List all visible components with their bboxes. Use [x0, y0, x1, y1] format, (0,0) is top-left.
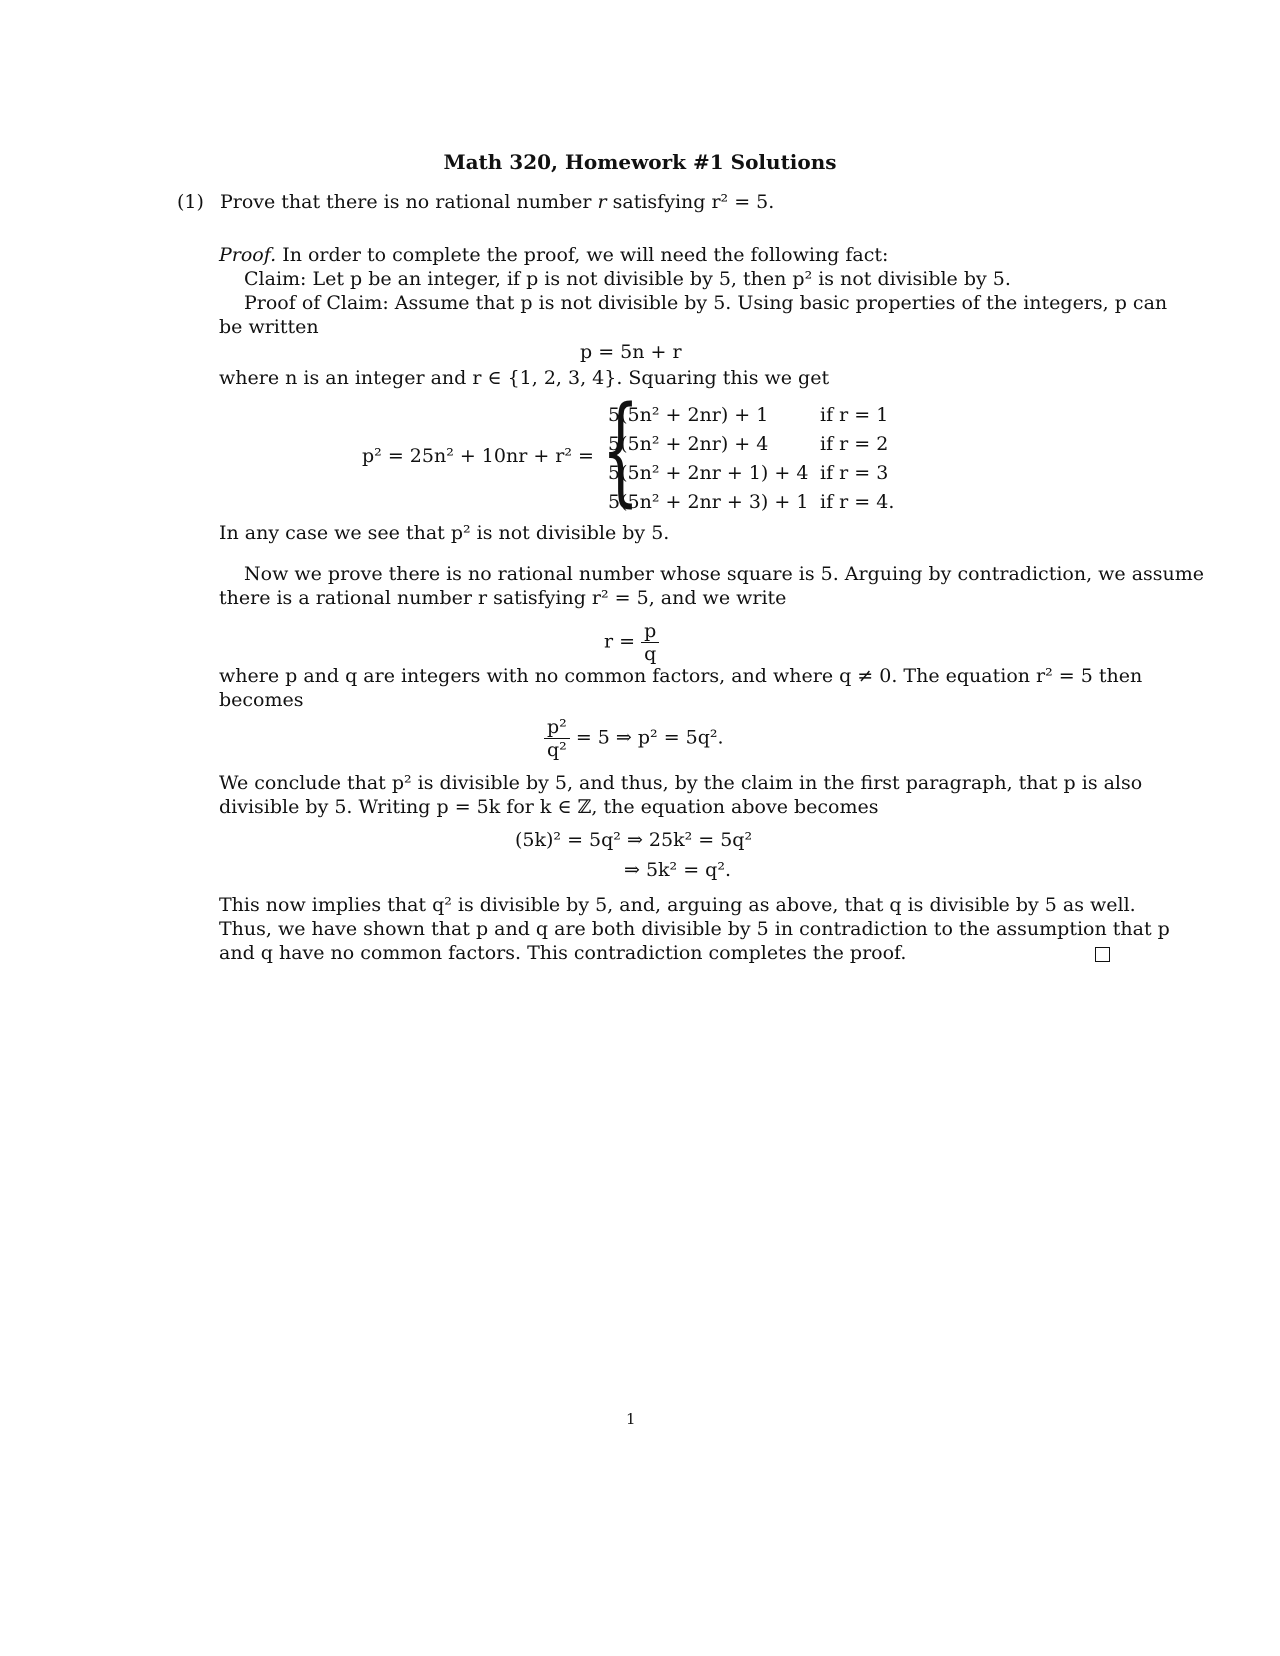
- case-expr: 5(5n² + 2nr) + 4: [608, 432, 769, 455]
- proof-intro: In order to complete the proof, we will need the following fact:: [282, 244, 889, 266]
- conclude-line1: We conclude that p² is divisible by 5, and thus, by the claim in the first paragraph, that p is also: [219, 772, 1143, 794]
- any-case-line: In any case we see that p² is not divisible by 5.: [219, 522, 670, 544]
- page-number: 1: [626, 1410, 636, 1428]
- left-brace: {: [601, 380, 640, 518]
- final-line1: This now implies that q² is divisible by 5, and, arguing as above, that q is divisible by 5 as well.: [219, 894, 1136, 916]
- fraction-p2-over-q2: [544, 716, 570, 761]
- equation-5k-line1: (5k)² = 5q² ⇒ 25k² = 5q²: [515, 829, 753, 851]
- equation-5k-line2: ⇒ 5k² = q².: [624, 859, 731, 881]
- equation-p-decomposition: p = 5n + r: [580, 341, 682, 363]
- where-p-q-line1: where p and q are integers with no common factors, and where q ≠ 0. The equation r² = 5 then: [219, 665, 1143, 687]
- eq3-lhs: r =: [604, 630, 636, 653]
- case-row: [608, 429, 894, 458]
- claim-proof-line2: be written: [219, 316, 319, 338]
- denominator: q: [644, 643, 657, 665]
- fraction-p-over-q: [641, 620, 659, 665]
- case-cond: if r = 3: [820, 461, 889, 484]
- equation-p2-over-q2: [544, 716, 724, 761]
- cases-table: [608, 400, 894, 516]
- problem-statement: [177, 190, 774, 215]
- case-expr: 5(5n² + 2nr + 3) + 1: [608, 490, 809, 513]
- proof-label: Proof.: [219, 244, 277, 266]
- final-line3: and q have no common factors. This contradiction completes the proof.: [219, 942, 907, 964]
- problem-var: r: [597, 191, 607, 213]
- paragraph2-line1: Now we prove there is no rational number whose square is 5. Arguing by contradiction, we assume: [244, 563, 1205, 585]
- proof-intro-line: [219, 243, 888, 268]
- case-expr: 5(5n² + 2nr + 1) + 4: [608, 461, 809, 484]
- problem-text-a: Prove that there is no rational number: [219, 191, 598, 213]
- case-row: [608, 400, 894, 429]
- problem-text-b: satisfying: [606, 191, 712, 213]
- where-n-line: where n is an integer and r ∈ {1, 2, 3, 4}. Squaring this we get: [219, 367, 830, 389]
- equation-p-squared-lhs: p² = 25n² + 10nr + r² =: [362, 445, 594, 467]
- denominator: q²: [547, 739, 567, 761]
- paragraph2-line2: there is a rational number r satisfying r² = 5, and we write: [219, 587, 787, 609]
- case-cond: if r = 1: [820, 403, 889, 426]
- problem-number: (1): [177, 191, 204, 213]
- claim-proof-line1: Proof of Claim: Assume that p is not divisible by 5. Using basic properties of the integers, p can: [244, 292, 1168, 314]
- case-expr: 5(5n² + 2nr) + 1: [608, 403, 769, 426]
- case-cond: if r = 4.: [820, 490, 895, 513]
- page-title: Math 320, Homework #1 Solutions: [443, 150, 837, 174]
- problem-equation: r² = 5.: [711, 191, 775, 213]
- numerator: p²: [544, 716, 570, 739]
- case-cond: if r = 2: [820, 432, 889, 455]
- numerator: p: [641, 620, 659, 643]
- conclude-line2: divisible by 5. Writing p = 5k for k ∈ ℤ, the equation above becomes: [219, 796, 879, 818]
- claim: Claim: Let p be an integer, if p is not divisible by 5, then p² is not divisible by 5.: [244, 268, 1011, 290]
- qed-box-icon: [1095, 947, 1110, 962]
- equation-r-fraction: [604, 620, 659, 665]
- case-row: [608, 458, 894, 487]
- eq4-rest: = 5 ⇒ p² = 5q².: [575, 726, 724, 749]
- final-line2: Thus, we have shown that p and q are both divisible by 5 in contradiction to the assumption that p: [219, 918, 1170, 940]
- case-row: [608, 487, 894, 516]
- where-p-q-line2: becomes: [219, 689, 304, 711]
